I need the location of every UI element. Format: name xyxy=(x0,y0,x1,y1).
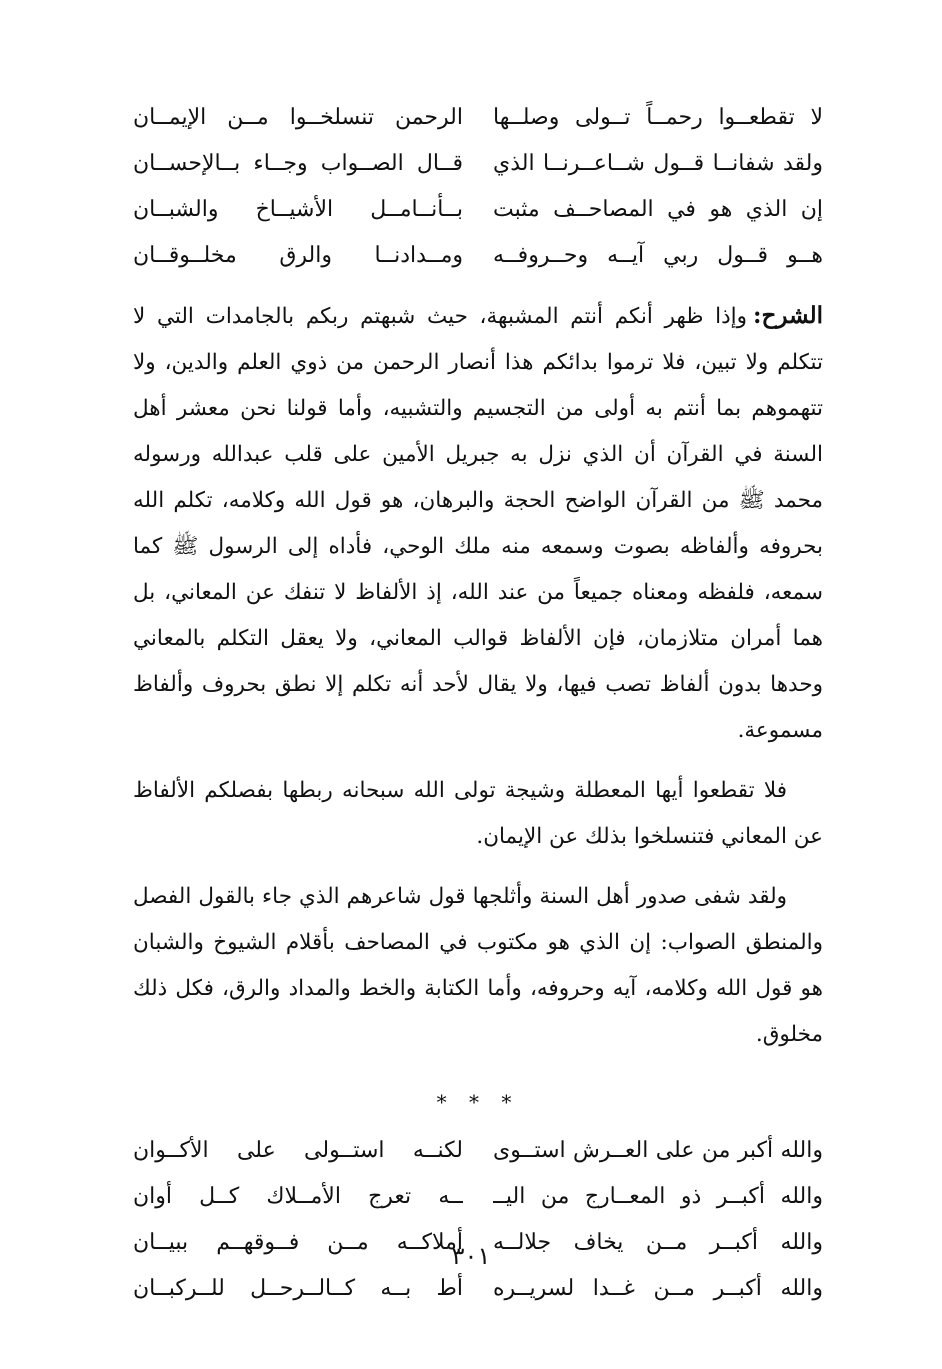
verse-second-hemistich: لكنــه استــولى على الأكــوان xyxy=(133,1138,463,1163)
verse-first-hemistich: هــو قــول ربي آيــه وحــروفــه xyxy=(493,243,823,268)
page-number: ٣٠١ xyxy=(451,1242,491,1270)
section-separator: * * * xyxy=(436,1090,520,1114)
verse-second-hemistich: ــه تعرج الأمــلاك كــل أوان xyxy=(133,1184,463,1209)
poem-verse xyxy=(133,187,823,233)
poem-verse xyxy=(133,1174,823,1220)
verse-first-hemistich: إن الذي هو في المصاحــف مثبت xyxy=(493,197,823,222)
verse-second-hemistich: بــأنــامــل الأشيــاخ والشبــان xyxy=(133,197,463,222)
verse-first-hemistich: والله أكبــر مــن غــدا لسريــره xyxy=(493,1276,823,1301)
commentary-text: وإذا ظهر أنكم أنتم المشبهة، حيث شبهتم ربكم بالجامدات التي لا تتكلم ولا تبين، فلا ترموا بدائكم هذا أنصار الرحمن من ذوي العلم والدين، ولا تتهموهم بما أنتم به أولى من التجسيم والتشبيه، وأما قولنا نحن معشر أهل السنة في القرآن أن الذي نزل به جبريل الأمين على قلب عبدالله ورسوله محمد ﷺ من القرآن الواضح الحجة والبرهان، هو قول الله وكلامه، تكلم الله بحروفه وألفاظه بصوت وسمعه منه ملك الوحي، فأداه إلى الرسول ﷺ كما سمعه، فلفظه ومعناه جميعاً من عند الله، إذ الألفاظ لا تنفك عن المعاني، بل هما أمران متلازمان، فإن الألفاظ قوالب المعاني، ولا يعقل التكلم بالمعاني وحدها بدون ألفاظ تصب فيها، ولا يقال لأحد أنه تكلم إلا نطق بحروف وألفاظ مسموعة. xyxy=(133,304,823,743)
poem-verse xyxy=(133,1128,823,1174)
poem-verse xyxy=(133,233,823,279)
poem-bottom xyxy=(133,1128,823,1312)
verse-first-hemistich: والله أكبــر ذو المعــارج من اليــ xyxy=(493,1184,823,1209)
poem-verse xyxy=(133,141,823,187)
verse-second-hemistich: أط بــه كــالــرحــل للــركبــان xyxy=(133,1276,463,1301)
verse-first-hemistich: والله أكبــر مــن يخاف جلالــه xyxy=(493,1230,823,1255)
commentary-paragraph: فلا تقطعوا أيها المعطلة وشيجة تولى الله سبحانه ربطها بفصلكم الألفاظ عن المعاني فتنسلخوا بذلك عن الإيمان. xyxy=(133,778,823,849)
commentary-label: الشرح: xyxy=(753,302,823,329)
page-content xyxy=(133,95,823,1312)
verse-second-hemistich: ومــدادنــا والرق مخلــوقــان xyxy=(133,243,463,268)
commentary-paragraph xyxy=(133,293,823,754)
poem-verse xyxy=(133,95,823,141)
verse-second-hemistich: أملاكــه مــن فــوقهــم ببيــان xyxy=(133,1230,463,1255)
verse-second-hemistich: قــال الصــواب وجــاء بــالإحســان xyxy=(133,151,463,176)
verse-first-hemistich: ولقد شفانــا قــول شــاعــرنــا الذي xyxy=(493,151,823,176)
verse-first-hemistich: والله أكبر من على العــرش استــوى xyxy=(493,1138,823,1163)
verse-first-hemistich: لا تقطعــوا رحمــاً تــولى وصلــها xyxy=(493,105,823,130)
commentary-paragraph: ولقد شفى صدور أهل السنة وأثلجها قول شاعرهم الذي جاء بالقول الفصل والمنطق الصواب: إن الذي هو مكتوب في المصاحف بأقلام الشيوخ والشبان هو قول الله وكلامه، آيه وحروفه، وأما الكتابة والخط والمداد والرق، فكل ذلك مخلوق. xyxy=(133,884,823,1047)
verse-second-hemistich: الرحمن تنسلخــوا مــن الإيمــان xyxy=(133,105,463,130)
poem-top xyxy=(133,95,823,279)
